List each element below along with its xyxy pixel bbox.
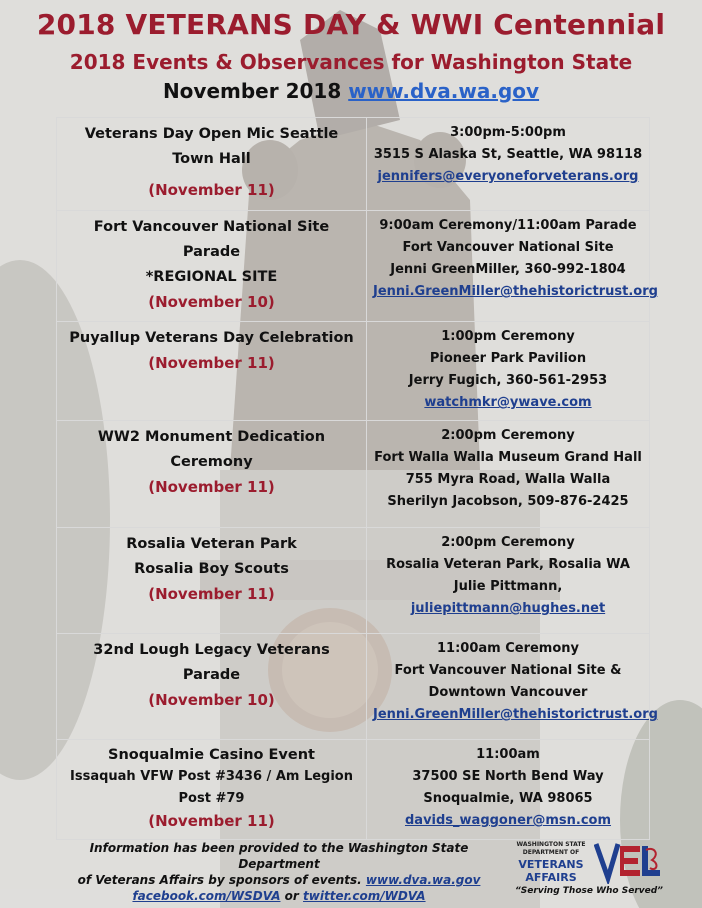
event-name-extra: Issaquah VFW Post #3436 / Am Legion Post #79 (70, 769, 353, 806)
event-detail: 3515 S Alaska St, Seattle, WA 98118 (373, 147, 643, 162)
footer-note (60, 840, 498, 904)
event-info-cell (367, 634, 658, 740)
event-time: 3:00pm-5:00pm (450, 125, 566, 140)
event-detail: 37500 SE North Bend Way (412, 769, 604, 784)
table-row (57, 421, 650, 528)
event-info-cell (367, 740, 650, 840)
event-detail: Snoqualmie, WA 98065 (423, 791, 593, 806)
wdva-logo (508, 838, 668, 902)
table-row (57, 322, 650, 421)
event-detail: Julie Pittmann, (453, 579, 563, 594)
footer-website-link[interactable]: www.dva.wa.gov (365, 873, 481, 887)
event-date: (November 11) (148, 354, 275, 372)
event-info-cell (367, 322, 650, 421)
month-line (0, 79, 702, 103)
event-time: 2:00pm Ceremony (441, 535, 575, 550)
footer-note-line1: Information has been provided to the Washington State Department (89, 841, 469, 871)
logo-small-text: WASHINGTON STATE DEPARTMENT OF (516, 841, 586, 856)
event-name-cell (57, 322, 367, 421)
event-name-cell (57, 528, 367, 634)
event-name-cell (57, 421, 367, 528)
table-row (57, 634, 650, 740)
event-email-link[interactable]: juliepittmann@hughes.net (410, 601, 606, 616)
event-name: 32nd Lough Legacy Veterans Parade (93, 642, 330, 683)
event-name-cell (57, 118, 367, 211)
event-name: Snoqualmie Casino Event (108, 747, 315, 763)
logo-tagline: “Serving Those Who Served” (515, 886, 663, 896)
event-date: (November 11) (148, 478, 275, 496)
event-detail: Pioneer Park Pavilion (429, 351, 587, 366)
event-email-link[interactable]: Jenni.GreenMiller@thehistorictrust.org (373, 707, 658, 722)
event-info-cell (367, 118, 650, 211)
event-info-cell (367, 211, 658, 322)
event-name-extra: Rosalia Boy Scouts (134, 561, 289, 577)
month-label: November 2018 (162, 79, 342, 103)
event-name-cell (57, 740, 367, 840)
event-time: 1:00pm Ceremony (441, 329, 575, 344)
event-name: Puyallup Veterans Day Celebration (69, 330, 354, 346)
page-title: 2018 VETERANS DAY & WWI Centennial (36, 8, 666, 41)
footer-note-line2: of Veterans Affairs by sponsors of events. (77, 873, 362, 887)
event-name-cell (57, 211, 367, 322)
event-name-extra: *REGIONAL SITE (145, 269, 278, 285)
table-row (57, 211, 650, 322)
logo-big-text: VETERANS AFFAIRS (518, 858, 584, 884)
events-table (56, 117, 658, 840)
event-name: Rosalia Veteran Park (126, 536, 297, 552)
facebook-link[interactable]: facebook.com/WSDVA (132, 889, 281, 903)
twitter-link[interactable]: twitter.com/WDVA (303, 889, 426, 903)
event-detail: Fort Walla Walla Museum Grand Hall (374, 450, 642, 465)
event-name: WW2 Monument Dedication Ceremony (97, 429, 326, 470)
event-detail: Downtown Vancouver (428, 685, 588, 700)
footer-or-text: or (284, 889, 299, 903)
table-row (57, 528, 650, 634)
event-date: (November 11) (148, 812, 275, 830)
event-info-cell (367, 421, 650, 528)
page-subtitle: 2018 Events & Observances for Washington State (69, 50, 633, 74)
footer-social-wrap (60, 888, 498, 904)
event-date: (November 11) (148, 181, 275, 199)
event-time: 11:00am Ceremony (436, 641, 580, 656)
event-date: (November 10) (148, 691, 275, 709)
event-name: Fort Vancouver National Site Parade (93, 219, 330, 260)
event-detail: Sherilyn Jacobson, 509-876-2425 (387, 494, 629, 509)
event-email-link[interactable]: davids_waggoner@msn.com (404, 813, 612, 828)
event-detail: Fort Vancouver National Site (402, 240, 614, 255)
event-date: (November 11) (148, 585, 275, 603)
event-detail: Jenni GreenMiller, 360-992-1804 (390, 262, 626, 277)
event-detail: Jerry Fugich, 360-561-2953 (408, 373, 608, 388)
event-detail: Fort Vancouver National Site & (394, 663, 622, 678)
event-email-link[interactable]: jennifers@everyoneforveterans.org (377, 169, 639, 184)
footer-note-line2-wrap (60, 872, 498, 888)
event-detail: 755 Myra Road, Walla Walla (405, 472, 611, 487)
event-time: 2:00pm Ceremony (441, 428, 575, 443)
table-row (57, 118, 650, 211)
event-time: 11:00am (476, 747, 540, 762)
event-info-cell (367, 528, 650, 634)
event-date: (November 10) (148, 293, 275, 311)
event-name-cell (57, 634, 367, 740)
logo-flag-icon (594, 842, 664, 884)
website-link[interactable]: www.dva.wa.gov (348, 79, 540, 103)
event-email-link[interactable]: watchmkr@ywave.com (424, 395, 592, 410)
event-detail: Rosalia Veteran Park, Rosalia WA (386, 557, 630, 572)
event-name: Veterans Day Open Mic Seattle Town Hall (84, 126, 339, 167)
event-email-link[interactable]: Jenni.GreenMiller@thehistorictrust.org (373, 284, 658, 299)
event-time: 9:00am Ceremony/11:00am Parade (379, 218, 637, 233)
table-row (57, 740, 650, 840)
